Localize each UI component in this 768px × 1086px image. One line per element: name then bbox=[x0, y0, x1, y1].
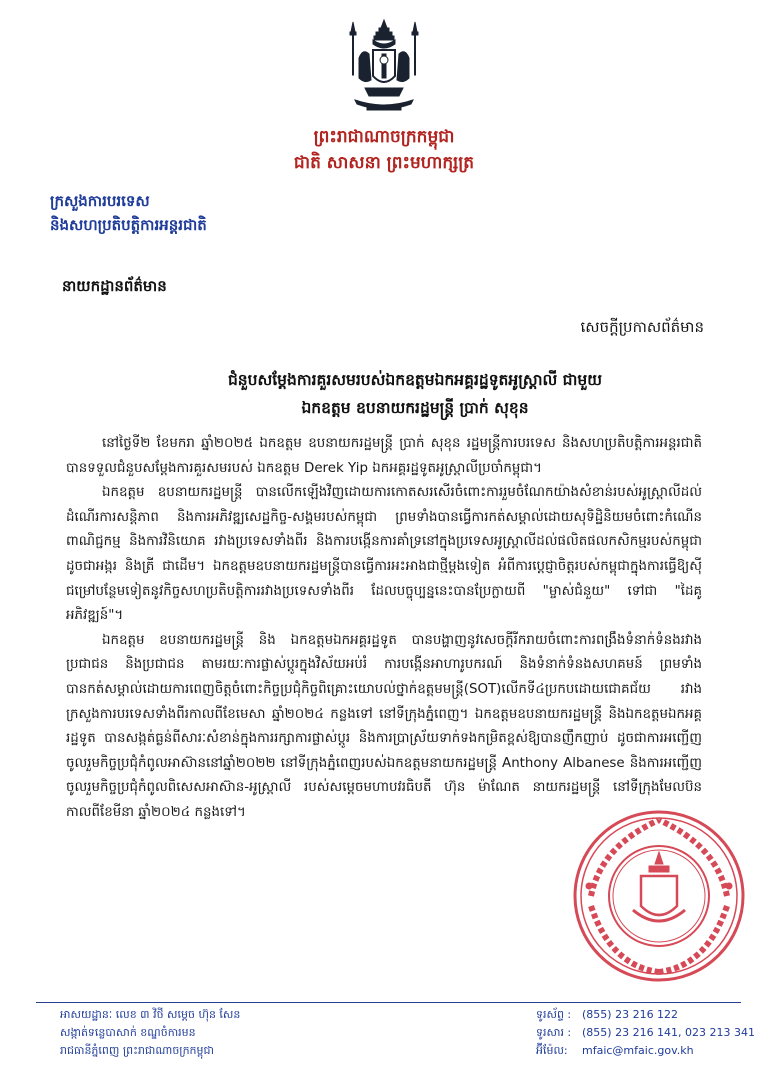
body-paragraph: ឯកឧត្តម ឧបនាយករដ្ឋមន្ត្រី បានលើកឡើងវិញដោយការកោតសរសើរចំពោះការរួមចំណែកយ៉ាងសំខាន់របស់អូស្ត្រាលីដល់ដំណើរការសន្តិភាព និងការអភិវឌ្ឍសេដ្ឋកិច្ច-សង្គមរបស់កម្ពុជា ព្រមទាំងបានធ្វើការកត់សម្គាល់ដោយសុទិដ្ឋិនិយមចំពោះកំណើនពាណិជ្ជកម្ម និងការវិនិយោគ រវាងប្រទេសទាំងពីរ និងការបង្កើនការគាំទ្រនៅក្នុងប្រទេសអូស្ត្រាលីដល់ផលិតផលកសិកម្មរបស់កម្ពុជា ដូចជាអង្ករ និងត្រី ជាដើម។ ឯកឧត្តមឧបនាយករដ្ឋមន្ត្រីបានធ្វើការអះអាងជាថ្មីម្តងទៀត អំពីការប្តេជ្ញាចិត្តរបស់កម្ពុជាក្នុងការធ្វើឱ្យស៊ីជម្រៅបន្ថែមទៀតនូវកិច្ចសហប្រតិបត្តិការរវាងប្រទេសទាំងពីរ ដែលបច្ចុប្បន្ននេះបានប្រែក្លាយពី "ម្ចាស់ជំនួយ" ទៅជា "ដៃគូអភិវឌ្ឍន៍"។ bbox=[66, 485, 702, 624]
email-address[interactable]: mfaic@mfaic.gov.kh bbox=[582, 1044, 694, 1057]
footer-divider bbox=[36, 1002, 741, 1003]
address-line1: អាសយដ្ឋានៈ លេខ ៣ វិថី សម្តេច ហ៊ុន សែន bbox=[60, 1008, 241, 1021]
fax-line bbox=[536, 1024, 755, 1042]
kingdom-name: ព្រះរាជាណាចក្រកម្ពុជា bbox=[313, 127, 455, 147]
press-release-title-line2: ឯកឧត្តម ឧបនាយករដ្ឋមន្ត្រី ប្រាក់ សុខុន bbox=[301, 399, 529, 417]
footer-contacts bbox=[536, 1006, 755, 1060]
fax-label: ទូរសារ : bbox=[536, 1026, 572, 1039]
ministry-name-line1: ក្រសួងការបរទេស bbox=[50, 192, 150, 210]
department-name: នាយកដ្ឋានព័ត៌មាន bbox=[62, 277, 167, 295]
phone-label: ទូរស័ព្ទ : bbox=[536, 1008, 572, 1021]
address-line3: រាជធានីភ្នំពេញ ព្រះរាជាណាចក្រកម្ពុជា bbox=[60, 1044, 214, 1057]
national-motto: ជាតិ សាសនា ព្រះមហាក្សត្រ bbox=[293, 153, 475, 173]
document-type: សេចក្តីប្រកាសព័ត៌មាន bbox=[580, 318, 704, 336]
address-label: អាសយដ្ឋានៈ bbox=[60, 1008, 113, 1021]
email-line bbox=[536, 1042, 755, 1060]
email-label: អ៊ីម៉ែល: bbox=[536, 1044, 568, 1057]
press-release-body bbox=[66, 432, 702, 826]
royal-coat-of-arms-emblem bbox=[337, 18, 431, 118]
body-paragraph: ឯកឧត្តម ឧបនាយករដ្ឋមន្ត្រី និង ឯកឧត្តមឯកអគ្គរដ្ឋទូត បានបង្ហាញនូវសេចក្តីរីករាយចំពោះការពង្រឹងទំនាក់ទំនងរវាងប្រជាជន និងប្រជាជន តាមរយៈការផ្លាស់ប្តូរក្នុងវិស័យអប់រំ ការបង្កើនអាហារូបករណ៍ និងទំនាក់ទំនងសហគមន៍ ព្រមទាំងបានកត់សម្គាល់ដោយការពេញចិត្តចំពោះកិច្ចប្រជុំកិច្ចពិគ្រោះយោបល់ថ្នាក់ឧត្តមមន្ត្រី(SOT)លើកទី៤ប្រកបដោយជោគជ័យ រវាងក្រសួងការបរទេសទាំងពីរកាលពីខែមេសា ឆ្នាំ២០២៤ កន្លងទៅ នៅទីក្រុងភ្នំពេញ។ ឯកឧត្តមឧបនាយករដ្ឋមន្ត្រី និងឯកឧត្តមឯកអគ្គរដ្ឋទូត បានសង្កត់ធ្ងន់ពីសារៈសំខាន់ក្នុងការរក្សាការផ្លាស់ប្តូរ និងការប្រាស្រ័យទាក់ទងកម្រិតខ្ពស់ឱ្យបានញឹកញាប់ ដូចជាការអញ្ជើញចូលរួមកិច្ចប្រជុំកំពូលអាស៊ាននៅឆ្នាំ២០២២ នៅទីក្រុងភ្នំពេញរបស់ឯកឧត្តមនាយករដ្ឋមន្ត្រី Anthony Albanese និងការអញ្ជើញចូលរួមកិច្ចប្រជុំកំពូលពិសេសអាស៊ាន-អូស្ត្រាលី របស់សម្តេចមហាបវរធិបតី ហ៊ុន ម៉ាណែត នាយករដ្ឋមន្ត្រី នៅទីក្រុងមែលប៊ន កាលពីខែមីនា ឆ្នាំ២០២៤ កន្លងទៅ។ bbox=[66, 632, 702, 820]
ministry-name-line2: និងសហប្រតិបត្តិការអន្តរជាតិ bbox=[50, 216, 207, 234]
press-release-title-line1: ជំនួបសម្តែងការគួរសមរបស់ឯកឧត្តមឯកអគ្គរដ្ឋទូតអូស្ត្រាលី ជាមួយ bbox=[227, 371, 603, 389]
phone-line bbox=[536, 1006, 755, 1024]
phone-number: (855) 23 216 122 bbox=[582, 1008, 679, 1021]
address-line2: សង្កាត់ទន្លេបាសាក់ ខណ្ឌចំការមន bbox=[60, 1026, 196, 1039]
fax-number: (855) 23 216 141, 023 213 341 bbox=[582, 1026, 756, 1039]
ministry-seal-stamp bbox=[571, 806, 747, 986]
footer-address bbox=[60, 1006, 240, 1060]
body-paragraph: នៅថ្ងៃទី២ ខែមករា ឆ្នាំ២០២៥ ឯកឧត្តម ឧបនាយករដ្ឋមន្ត្រី ប្រាក់ សុខុន រដ្ឋមន្ត្រីការបរទេស និងសហប្រតិបត្តិការអន្តរជាតិ បានទទួលជំនួបសម្តែងការគួរសមរបស់ ឯកឧត្តម Derek Yip ឯកអគ្គរដ្ឋទូតអូស្ត្រាលីប្រចាំកម្ពុជា។ bbox=[66, 436, 702, 476]
